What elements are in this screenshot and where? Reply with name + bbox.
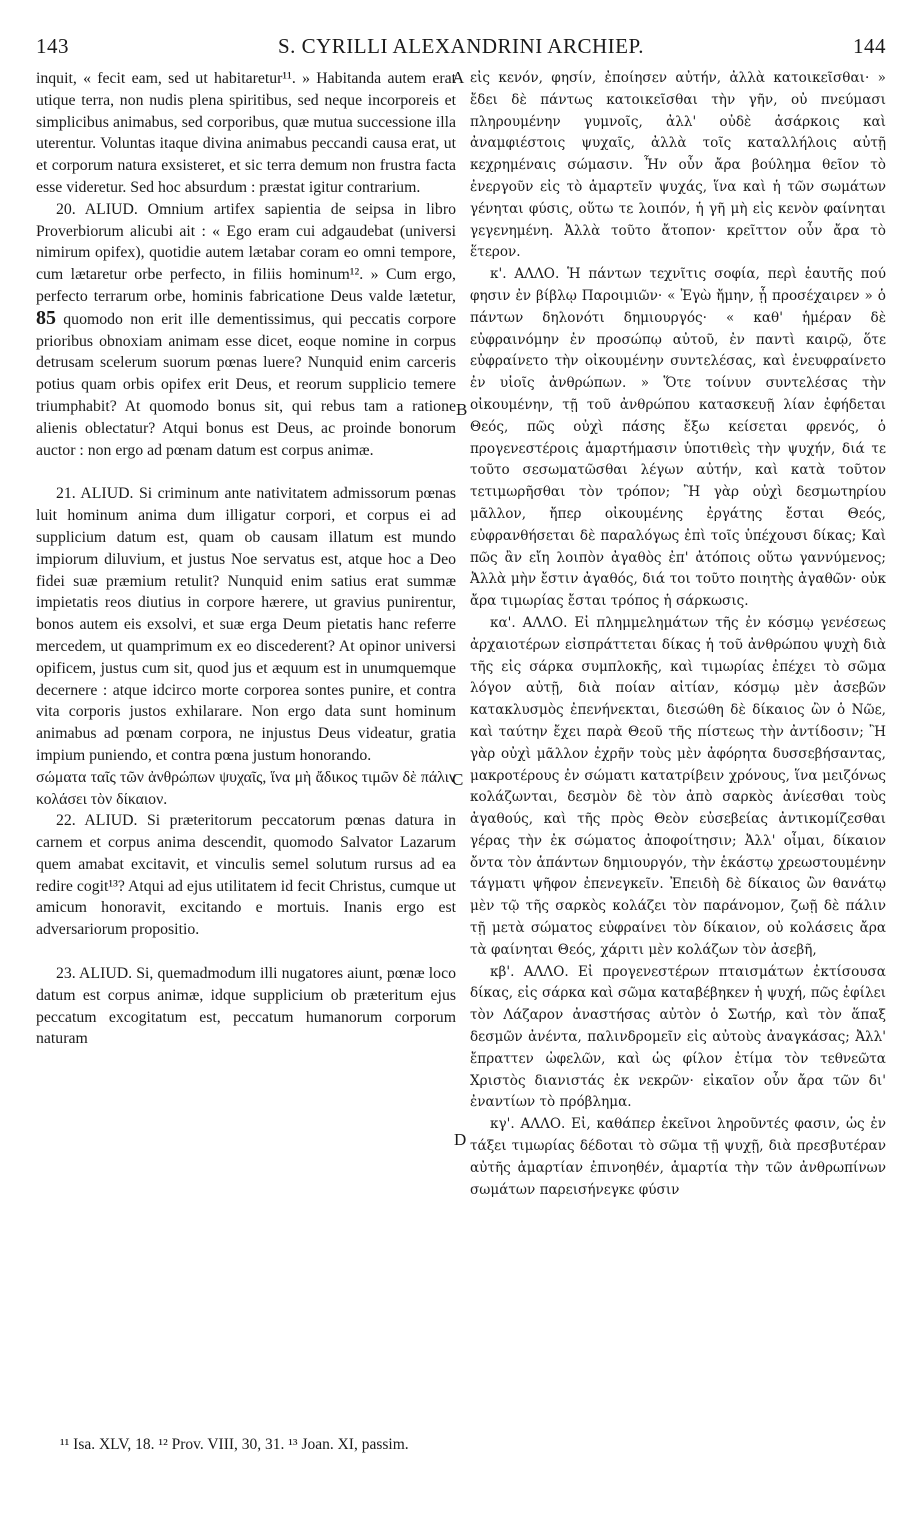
latin-paragraph-22: 22. ALIUD. Si præteritorum peccatorum pœnas datura in carnem et corpus anima descendit, quomodo Salvator Lazarum quem amabat excitavit, et vinculis semel solutum rursus ad ea redire cogit¹³? Atqui ad ejus utilitatem id fecit Christus, cumque ut amicum honoravit, excitando e mortuis. Inanis ergo est adversariorum propositio. bbox=[36, 812, 456, 939]
greek-spillover-line: σώματα ταῖς τῶν ἀνθρώπων ψυχαῖς, ἵνα μὴ ἄδικος τιμῶν δὲ πάλιν κολάσει τὸν δίκαιον. bbox=[36, 768, 456, 808]
margin-marker-d: D bbox=[454, 1130, 467, 1149]
latin-paragraph-20 bbox=[36, 199, 456, 462]
running-title: S. CYRILLI ALEXANDRINI ARCHIEP. bbox=[277, 34, 645, 58]
page-number-right: 144 bbox=[853, 34, 886, 58]
margin-marker-b: B bbox=[456, 400, 468, 419]
latin-column bbox=[36, 68, 456, 1050]
margin-marker-c: C bbox=[452, 770, 464, 789]
column-number: 85 bbox=[36, 306, 56, 329]
footnotes: ¹¹ Isa. XLV, 18. ¹² Prov. VIII, 30, 31. ¹³ Joan. XI, passim. bbox=[60, 1436, 409, 1453]
greek-column bbox=[470, 68, 886, 1201]
page-number-left: 143 bbox=[36, 34, 69, 58]
greek-paragraph-23: κγ'. ΑΛΛΟ. Εἰ, καθάπερ ἐκεῖνοι ληροῦντές φασιν, ὡς ἐν τάξει τιμωρίας δέδοται τὸ σῶμα τῇ ψυχῇ, διὰ πρεσβυτέραν αὐτῆς ἁμαρτίαν ἐπινοηθέν, ἁμαρτία τὴν τῶν ἀνθρωπίνων σωμάτων παρεισήνεγκε φύσιν bbox=[470, 1116, 886, 1198]
page-header bbox=[36, 34, 886, 64]
latin-text: quomodo non erit ille dementissimus, qui peccatis corpore prioribus obnoxiam animam esse dicet, eoque nomine in corpus detrusam scelerum suorum pœnas luere? Nunquid enim carceris potius quam orbis opifex erit Deus, et reorum supplicio temere triumphabit? At quomodo bonus sit, qui rebus tam a ratione alienis oblectatur? Atqui bonus est Deus, ac proinde bonorum auctor : non ergo ad pœnam datum est corpus animæ. bbox=[36, 310, 456, 459]
greek-paragraph-22: κβ'. ΑΛΛΟ. Εἰ προγενεστέρων πταισμάτων ἐκτίσουσα δίκας, εἰς σάρκα καὶ σῶμα καταβέβηκεν ἡ ψυχή, πῶς ἐφίλει τὸν Λάζαρον ἀναστήσας αὐτὸν ὁ Σωτήρ, καὶ τὸν ἅπαξ δεσμῶν ἀνέντα, παλινδρομεῖν εἰς αὐτοὺς ἀναγκάσας; Ἀλλ' ἔπραττεν ὠφελῶν, καὶ ὡς φίλον ἐτίμα τὸν τεθνεῶτα Χριστὸς διανιστάς ἐκ νεκρῶν· εἰκαῖον οὖν ἄρα τῶν δι' ἐναντίων τὸ πρόβλημα. bbox=[470, 963, 886, 1111]
greek-paragraph-21: κα'. ΑΛΛΟ. Εἰ πλημμελημάτων τῆς ἐν κόσμῳ γενέσεως ἀρχαιοτέρων εἰσπράττεται δίκας ἡ τοῦ ἀνθρώπου ψυχὴ διὰ τῆς εἰς σάρκα συμπλοκῆς, καὶ τιμωρίας ἐπέχει τὸ σῶμα λόγον αὐτῇ, διὰ ποίαν αἰτίαν, κόσμῳ μὲν ἀσεβῶν κατακλυσμὸς ἐπενήνεκται, διεσώθη δὲ δίκαιος ὢν ὁ Νῶε, καὶ ταύτην ἔχει παρὰ Θεοῦ τῆς πίστεως τὴν ἀντίδοσιν; Ἢ γὰρ οὐχὶ μᾶλλον ἐχρῆν τοὺς μὲν ἀφόρητα δυσσεβήσαντας, μακροτέρους ἐν σώματι κατατρίβειν χρόνους, ἵνα μειζόνως κολάζωνται, δεσμὸν δὲ τὸν ἀπὸ σαρκὸς ἀνίεσθαι τοὺς ἀγαθούς, καὶ τῆς πρὸς Θεὸν εὐσεβείας ἀντικομίζεσθαι γέρας τὴν ἐκ σώματος ἀποφοίτησιν; Ἀλλ' οἶμαι, δίκαιον ὄντα τὸν ἁπάντων δημιουργόν, τὴν ἑκάστῳ χρεωστουμένην τάγματι ψῆφον ἐπενεγκεῖν. Ἐπειδὴ δὲ δίκαιος ὢν θανάτῳ μὲν τῷ τῆς σαρκὸς κολάζει τὸν παράνομον, ζωῇ δὲ πάλιν τῇ μετὰ σώματος εὐφραίνει τὸν δίκαιον, οὐ κολάσεις ἄρα τὰ φαίνηται Θεός, χάριτι μὲν κολάζων τὸν ἀσεβῆ, bbox=[470, 614, 886, 958]
latin-paragraph: inquit, « fecit eam, sed ut habitaretur¹¹. » Habitanda autem erat utique terra, non nudis plena spiritibus, sed neque incorporeis et simplicibus animabus, sed corporibus, quæ mutua successione illa uterentur. Voluntas itaque divina animabus peccandi causa erat, ut et corporum natura exsisteret, et sic terra demum non frustra facta esse videretur. Sed hoc absurdum : præstat igitur contrarium. bbox=[36, 70, 456, 196]
latin-paragraph-21: 21. ALIUD. Si criminum ante nativitatem admissorum pœnas luit hominum anima dum illigatur corpori, et corpus ei ad supplicium datum est, quam ob causam illatum est mundo impiorum diluvium, et justus Noe servatus est, atque hoc a Deo fidei suæ præmium retulit? Nunquid enim satius erat summæ impietatis reos diutius in corpore hærere, ut gravius punirentur, bonos autem eis exsolvi, et suæ erga Deum pietatis hanc referre mercedem, ut quamprimum ex eo discederent? At opinor universi opificem, justus cum sit, quod jus et æquum est in unumquemque decernere : atque idcirco morte corporea sontes punire, et contra vita corporis justos exhilarare. Non ergo data sunt hominum animabus ad pœnam corpora, ne injustus Deus videatur, gratia impium puniendo, et contra pœna justum honorando. bbox=[36, 485, 456, 764]
latin-text: 20. ALIUD. Omnium artifex sapientia de seipsa in libro Proverbiorum alicubi ait : « Ego eram cui adgaudebat (universi nimirum opifex), quotidie autem lætabar coram eo omni tempore, cum lætaretur orbe perfecto, in filiis hominum¹². » Cum ergo, perfecto terrarum orbe, hominis fabricatione Deus valde lætetur, bbox=[36, 200, 456, 305]
latin-paragraph-23: 23. ALIUD. Si, quemadmodum illi nugatores aiunt, pœnæ loco datum est corpus animæ, idque supplicium ob præteritum ejus peccatum excogitatum est, peccatum humanorum corporum naturam bbox=[36, 965, 456, 1048]
margin-marker-a: A bbox=[452, 68, 465, 87]
greek-paragraph: εἰς κενόν, φησίν, ἐποίησεν αὐτήν, ἀλλὰ κατοικεῖσθαι· » ἔδει δὲ πάντως κατοικεῖσθαι τὴν γῆν, οὐ πνεύμασι πληρουμένην γυμνοῖς, ἀλλ' οὐδὲ ἀσάρκοις καὶ ἀναμφιέστοις ψυχαῖς, ἀλλὰ τοῖς καταλλήλοις αὐτῇ κεχρημέναις σώμασιν. Ἦν οὖν ἄρα βούλημα θεῖον τὸ ἐνεργοῦν εἰς τὸ ἁμαρτεῖν ψυχάς, ἵνα καὶ ἡ τῶν σωμάτων γένηται φύσις, οὕτω τε λοιπόν, ἡ γῆ μὴ εἰς κενὸν φαίνηται γεγενημένη. Ἀλλὰ τοῦτο ἄτοπον· κρεῖττον οὖν ἄρα τὸ ἕτερον. bbox=[470, 70, 886, 261]
greek-paragraph-20: κ'. ΑΛΛΟ. Ἡ πάντων τεχνῖτις σοφία, περὶ ἑαυτῆς πού φησιν ἐν βίβλῳ Παροιμιῶν· « Ἐγὼ ἤμην, ᾗ προσέχαιρεν » ὁ πάντων δηλονότι δημιουργός· « καθ' ἡμέραν δὲ εὐφραινόμην ἐν προσώπῳ αὐτοῦ, ἐν παντὶ καιρῷ, ὅτε εὐφραίνετο τὴν οἰκουμένην συντελέσας, καὶ ἐνευφραίνετο ἐν υἱοῖς ἀνθρώπων. » Ὅτε τοίνυν συντελέσας τὴν οἰκουμένην, τῇ τοῦ ἀνθρώπου κατασκευῇ λίαν ἐφήδεται Θεός, πῶς οὐχὶ πάσης ἔξω κείσεται φρενός, ὁ προγενεστέροις ἁμαρτήμασιν ὑποτιθεὶς τὴν ψυχήν, διά τε τοῦτο σεσωματῶσθαι λέγων αὐτήν, καὶ κατὰ τοῦτον τετιμωρῆσθαι τὸν τρόπον; Ἢ γὰρ οὐχὶ δεσμωτηρίου μᾶλλον, ἤπερ οἰκουμένης ἐργάτης ἔσται Θεός, εὐφρανθήσεται δὲ παραλόγως ἐπὶ τοῖς ὑπέχουσι δίκας; Καὶ πῶς ἂν εἴη λοιπὸν ἀγαθὸς ἐπ' ἀτόποις οὕτω γαννύμενος; Ἀλλὰ μὴν ἔστιν ἀγαθός, διά τοι τοῦτο ποιητὴς ἀγαθῶν· οὐκ ἄρα τιμωρίας ἔσται τρόπος ἡ σάρκωσις. bbox=[470, 266, 886, 610]
